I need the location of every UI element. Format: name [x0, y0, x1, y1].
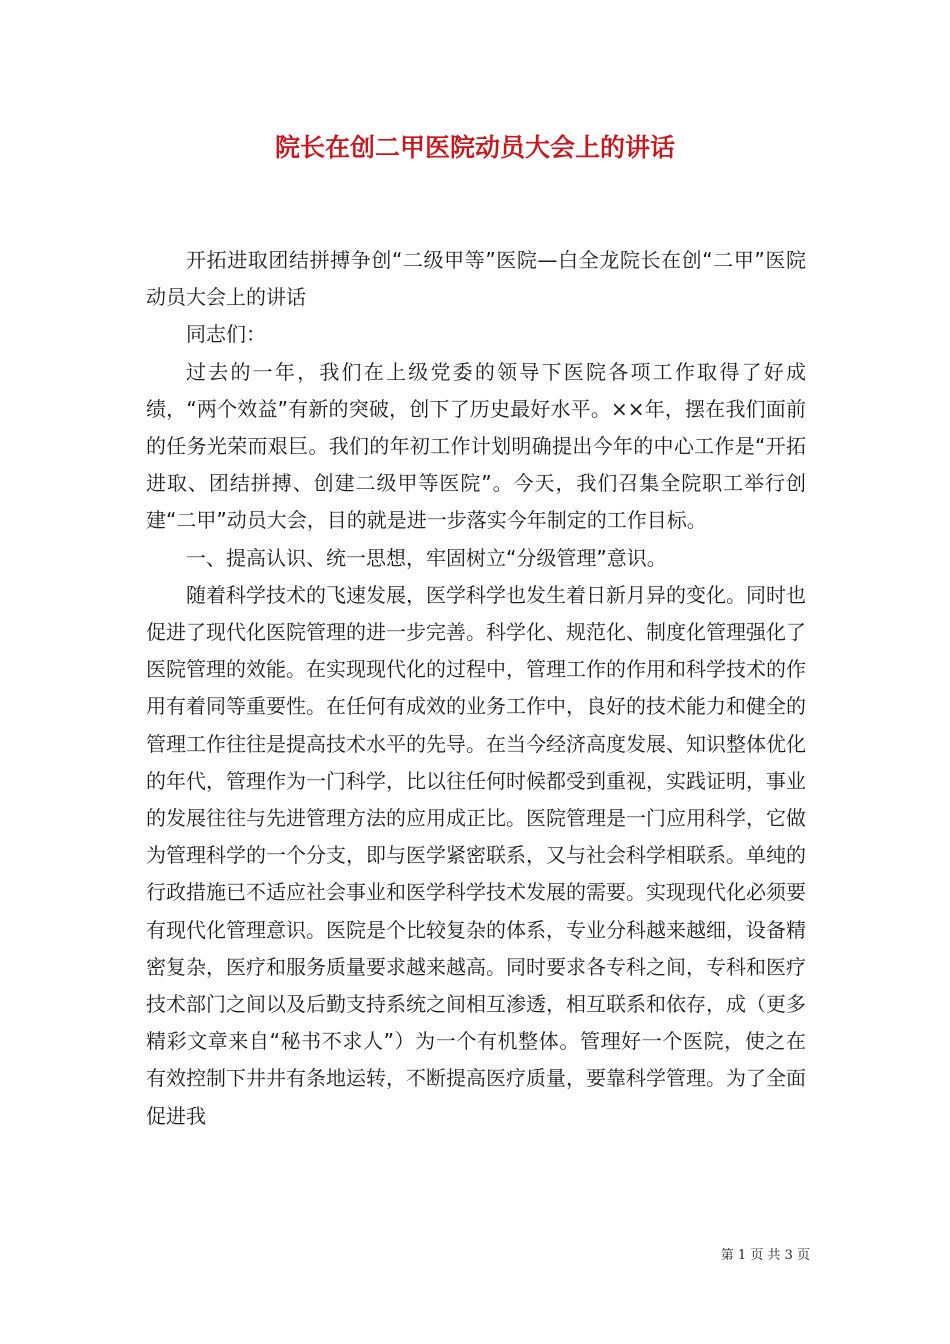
document-body: [146, 242, 806, 1135]
paragraph-subtitle: 开拓进取团结拼搏争创“二级甲等”医院—白全龙院长在创“二甲”医院动员大会上的讲话: [146, 248, 806, 310]
page-number-footer: 第 1 页 共 3 页: [720, 1248, 810, 1263]
paragraph-salutation: 同志们：: [186, 322, 266, 347]
section-heading-1: 一、提高认识、统一思想，牢固树立“分级管理”意识。: [186, 545, 667, 570]
paragraph-intro: 过去的一年，我们在上级党委的领导下医院各项工作取得了好成绩，“两个效益”有新的突破，创下了历史最好水平。××年，摆在我们面前的任务光荣而艰巨。我们的年初工作计划明确提出今年的中心工作是“开拓进取、团结拼搏、创建二级甲等医院”。今天，我们召集全院职工举行创建“二甲”动员大会，目的就是进一步落实今年制定的工作目标。: [146, 359, 806, 533]
document-title: 院长在创二甲医院动员大会上的讲话: [274, 133, 675, 162]
paragraph-section-1: 随着科学技术的飞速发展，医学科学也发生着日新月异的变化。同时也促进了现代化医院管理的进一步完善。科学化、规范化、制度化管理强化了医院管理的效能。在实现现代化的过程中，管理工作的作用和科学技术的作用有着同等重要性。在任何有成效的业务工作中，良好的技术能力和健全的管理工作往往是提高技术水平的先导。在当今经济高度发展、知识整体优化的年代，管理作为一门科学，比以往任何时候都受到重视，实践证明，事业的发展往往与先进管理方法的应用成正比。医院管理是一门应用科学，它做为管理科学的一个分支，即与医学紧密联系，又与社会科学相联系。单纯的行政措施已不适应社会事业和医学科学技术发展的需要。实现现代化必须要有现代化管理意识。医院是个比较复杂的体系，专业分科越来越细，设备精密复杂，医疗和服务质量要求越来越高。同时要求各专科之间，专科和医疗技术部门之间以及后勤支持系统之间相互渗透，相互联系和依存，成（更多精彩文章来自“秘书不求人”）为一个有机整体。管理好一个医院，使之在有效控制下井井有条地运转，不断提高医疗质量，要靠科学管理。为了全面促进我: [146, 582, 806, 1128]
